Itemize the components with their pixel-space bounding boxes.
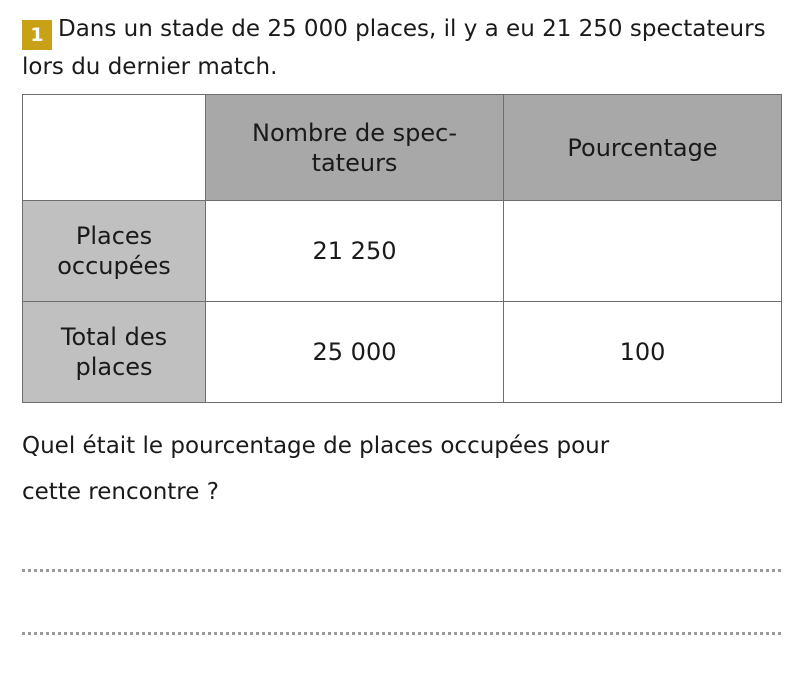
table-corner-cell	[23, 95, 206, 201]
exercise-statement-text: Dans un stade de 25 000 places, il y a eu 21 250 spectateurs lors du dernier match.	[22, 16, 766, 80]
table-column-header-spectators: Nombre de spec-tateurs	[206, 95, 504, 201]
question-block	[22, 423, 781, 515]
cell-occupied-spectators: 21 250	[206, 201, 504, 302]
table-column-header-percentage: Pourcentage	[504, 95, 782, 201]
cell-total-spectators: 25 000	[206, 302, 504, 403]
table-row	[23, 302, 782, 403]
exercise-number-badge: 1	[22, 20, 52, 50]
question-line-2: cette rencontre ?	[22, 479, 219, 505]
answer-line-2[interactable]	[22, 594, 781, 635]
table-row-header-total: Total des places	[23, 302, 206, 403]
exercise-statement	[22, 12, 781, 84]
answer-area	[22, 531, 781, 635]
cell-total-percentage: 100	[504, 302, 782, 403]
cell-occupied-percentage[interactable]	[504, 201, 782, 302]
percentage-table	[22, 94, 782, 403]
table-header-row	[23, 95, 782, 201]
answer-line-1[interactable]	[22, 531, 781, 572]
table-row	[23, 201, 782, 302]
table-row-header-occupied: Places occupées	[23, 201, 206, 302]
question-line-1: Quel était le pourcentage de places occupées pour	[22, 433, 610, 459]
